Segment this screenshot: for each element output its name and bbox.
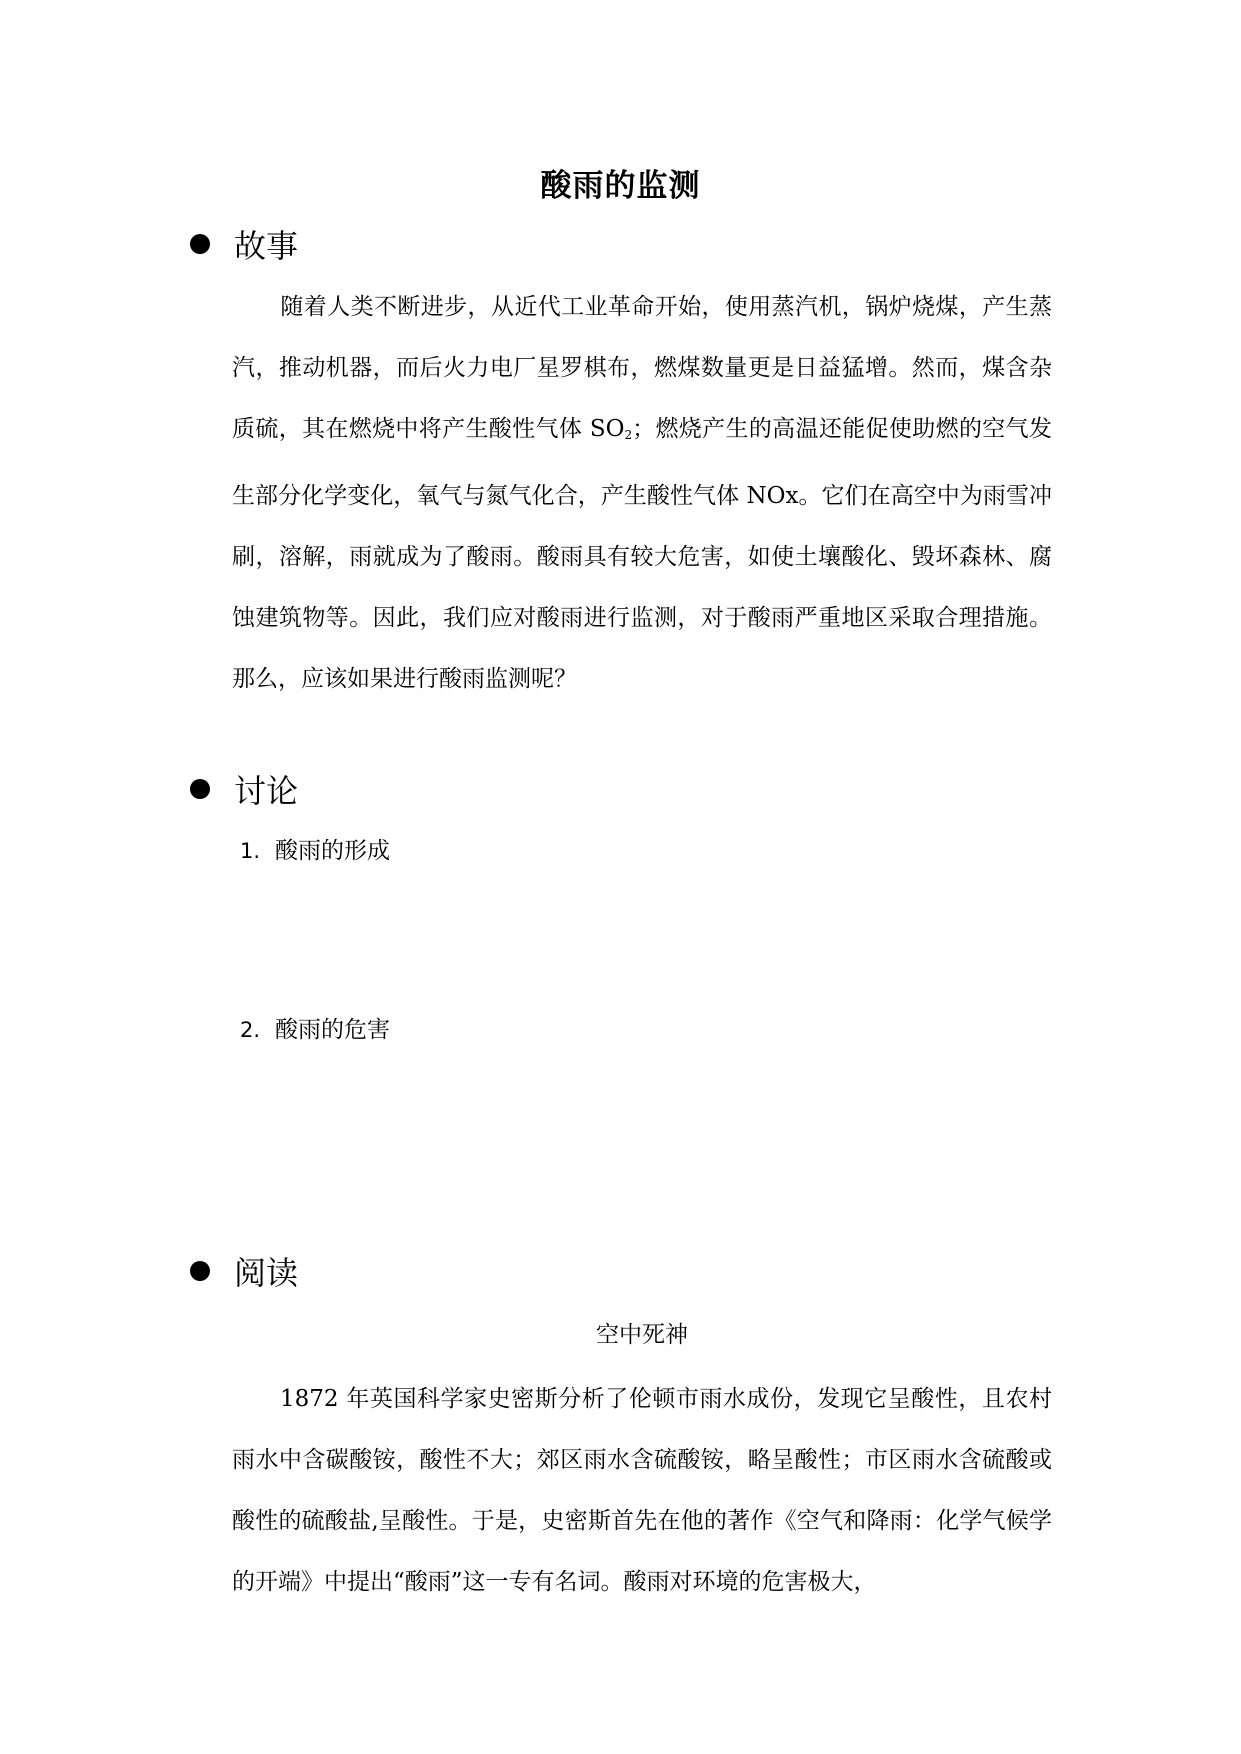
reading-title: 空中死神 — [596, 1322, 688, 1348]
page-title: 酸雨的监测 — [540, 168, 701, 204]
story-text-part-1: 随着人类不断进步，从近代工业革命开始，使用蒸汽机，锅炉烧煤，产生蒸汽，推动机器，而后火力电厂星罗棋布，燃煤数量更是日益猛增。然而，煤含杂质硫，其在燃烧中将产生酸性气体 SO — [232, 294, 1052, 442]
section-heading-story — [190, 222, 298, 266]
list-label: 酸雨的危害 — [275, 1017, 390, 1043]
section-heading-discussion — [190, 767, 298, 811]
section-heading-text: 阅读 — [234, 1254, 299, 1292]
list-item — [240, 834, 390, 868]
list-number: 1. — [240, 839, 261, 863]
bullet-icon — [190, 1261, 210, 1281]
subscript-2: 2 — [624, 428, 633, 442]
story-text-part-2: ；燃烧产生的高温还能促使助燃的空气发生部分化学变化，氧气与氮气化合，产生酸性气体 NOx。它们在高空中为雨雪冲刷，溶解，雨就成为了酸雨。酸雨具有较大危害，如使土壤酸化、毁坏森林、腐蚀建筑物等。因此，我们应对酸雨进行监测，对于酸雨严重地区采取合理措施。那么，应该如果进行酸雨监测呢？ — [232, 416, 1052, 692]
list-number: 2. — [240, 1018, 261, 1042]
story-paragraph — [232, 277, 1052, 710]
reading-paragraph — [232, 1369, 1052, 1613]
reading-text: 1872 年英国科学家史密斯分析了伦顿市雨水成份，发现它呈酸性，且农村雨水中含碳酸铵，酸性不大；郊区雨水含硫酸铵，略呈酸性；市区雨水含硫酸或酸性的硫酸盐,呈酸性。于是，史密斯首先在他的著作《空气和降雨：化学气候学的开端》中提出“酸雨”这一专有名词。酸雨对环境的危害极大， — [232, 1386, 1052, 1595]
bullet-icon — [190, 779, 210, 799]
section-heading-text: 讨论 — [234, 772, 299, 810]
section-heading-reading — [190, 1249, 298, 1293]
section-heading-text: 故事 — [234, 227, 299, 265]
list-label: 酸雨的形成 — [275, 838, 390, 864]
bullet-icon — [190, 234, 210, 254]
list-item — [240, 1013, 390, 1047]
